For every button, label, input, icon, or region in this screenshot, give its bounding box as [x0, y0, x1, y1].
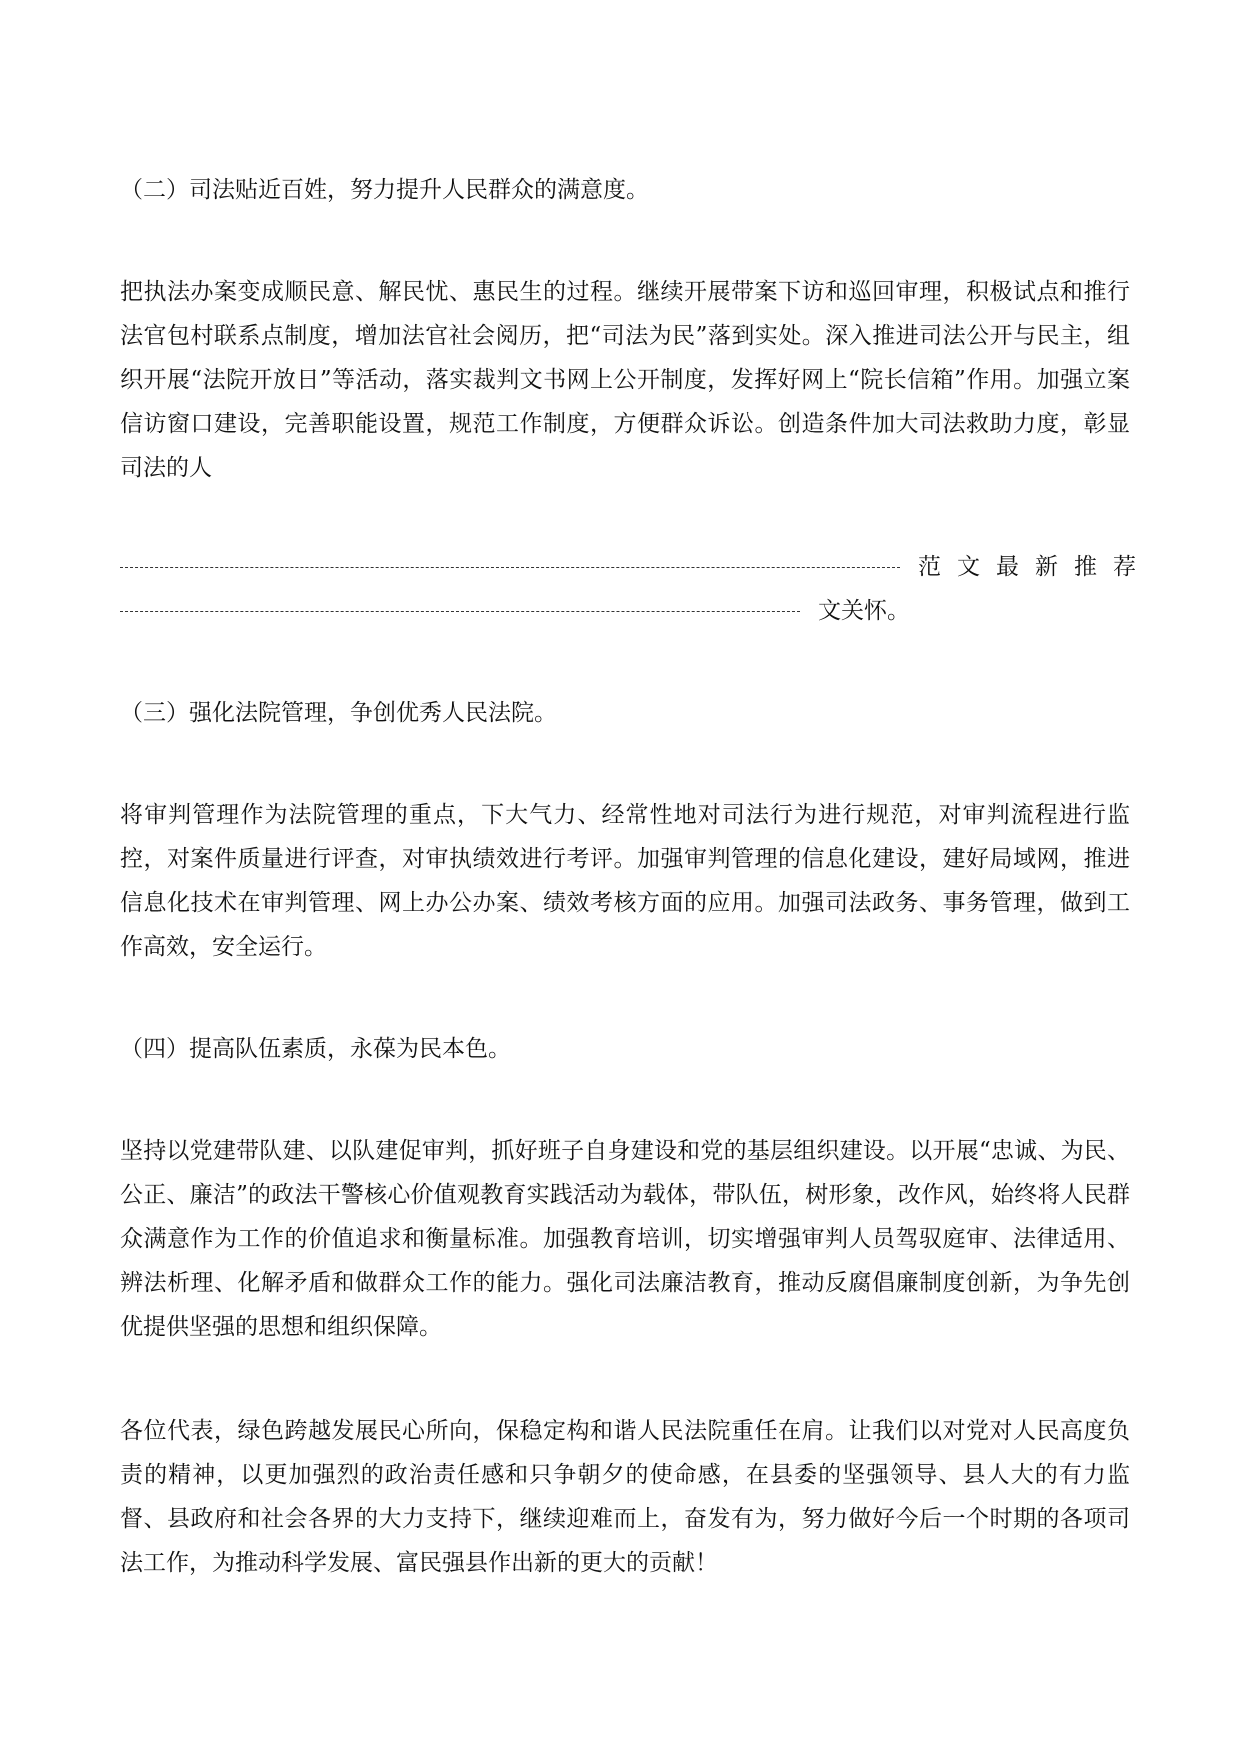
section-4-paragraph: 坚持以党建带队建、以队建促审判，抓好班子自身建设和党的基层组织建设。以开展“忠诚、为民、公正、廉洁”的政法干警核心价值观教育实践活动为载体，带队伍，树形象，改作风，始终将人民群众满意作为工作的价值追求和衡量标准。加强教育培训，切实增强审判人员驾驭庭审、法律适用、辨法析理、化解矛盾和做群众工作的能力。强化司法廉洁教育，推动反腐倡廉制度创新，为争先创优提供坚强的思想和组织保障。: [120, 1138, 1130, 1340]
recommendation-divider: [120, 545, 1152, 633]
dashed-rule: [120, 567, 900, 568]
dashed-rule: [120, 611, 800, 612]
continued-text: 文关怀。: [818, 598, 910, 624]
section-4-heading: （四）提高队伍素质，永葆为民本色。: [120, 1036, 511, 1062]
divider-line-1: [120, 545, 1152, 589]
divider-line-2: [120, 589, 1130, 633]
closing-paragraph: 各位代表，绿色跨越发展民心所向，保稳定构和谐人民法院重任在肩。让我们以对党对人民高度负责的精神，以更加强烈的政治责任感和只争朝夕的使命感，在县委的坚强领导、县人大的有力监督、县政府和社会各界的大力支持下，继续迎难而上，奋发有为，努力做好今后一个时期的各项司法工作，为推动科学发展、富民强县作出新的更大的贡献！: [120, 1418, 1130, 1576]
section-2-heading: （二）司法贴近百姓，努力提升人民群众的满意度。: [120, 177, 649, 203]
document-body: [120, 170, 1152, 1645]
section-3-heading: （三）强化法院管理，争创优秀人民法院。: [120, 700, 557, 726]
section-3-paragraph: 将审判管理作为法院管理的重点，下大气力、经常性地对司法行为进行规范，对审判流程进行监控，对案件质量进行评查，对审执绩效进行考评。加强审判管理的信息化建设，建好局域网，推进信息化技术在审判管理、网上办公办案、绩效考核方面的应用。加强司法政务、事务管理，做到工作高效，安全运行。: [120, 802, 1130, 960]
section-2-paragraph: 把执法办案变成顺民意、解民忧、惠民生的过程。继续开展带案下访和巡回审理，积极试点和推行法官包村联系点制度，增加法官社会阅历，把“司法为民”落到实处。深入推进司法公开与民主，组织开展“法院开放日”等活动，落实裁判文书网上公开制度，发挥好网上“院长信箱”作用。加强立案信访窗口建设，完善职能设置，规范工作制度，方便群众诉讼。创造条件加大司法救助力度，彰显司法的人: [120, 279, 1130, 481]
recommend-label: 范文最新推荐: [918, 554, 1152, 580]
